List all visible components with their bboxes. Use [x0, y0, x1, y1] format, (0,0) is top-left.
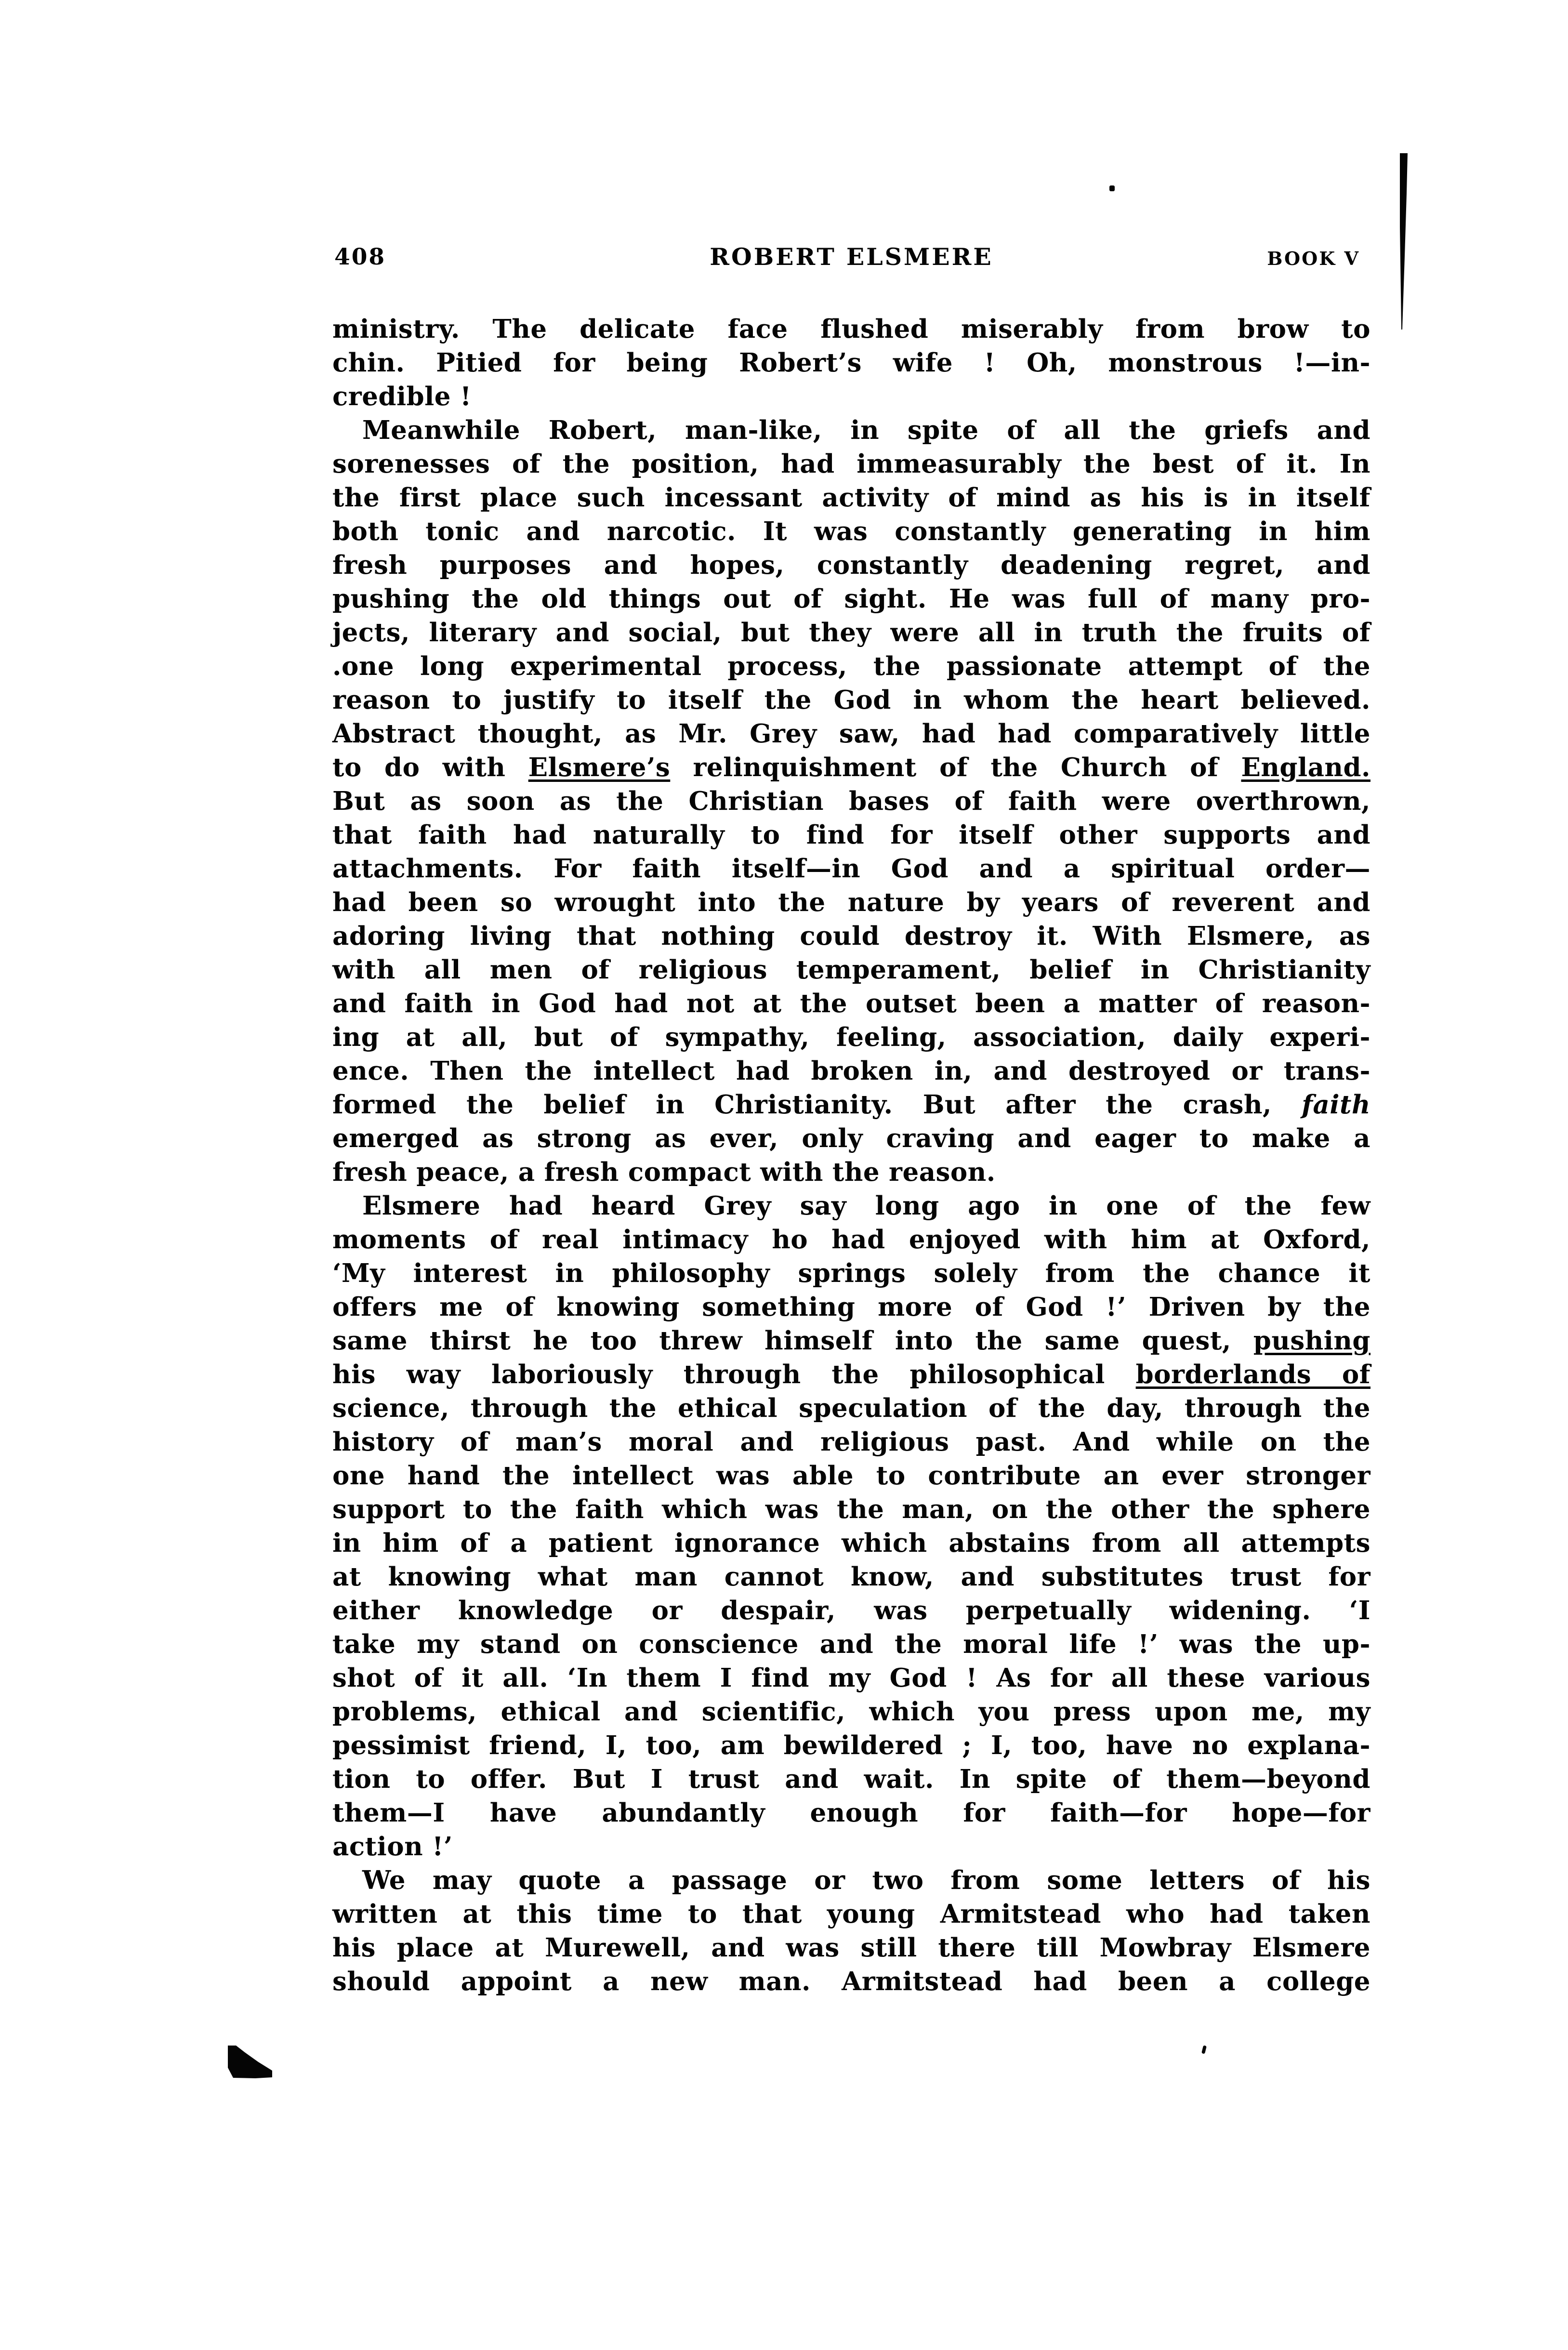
- text-line: had been so wrought into the nature by years of reverent and: [332, 887, 1370, 917]
- text-line: fresh purposes and hopes, constantly deadening regret, and: [332, 550, 1370, 580]
- text-line: pessimist friend, I, too, am bewildered ; I, too, have no explana-: [332, 1730, 1370, 1760]
- text-line: take my stand on conscience and the moral life !’ was the up-: [332, 1629, 1370, 1659]
- book-section-label: BOOK V: [1267, 248, 1360, 269]
- text-line: science, through the ethical speculation of the day, through the: [332, 1393, 1370, 1423]
- text-line: either knowledge or despair, was perpetually widening. ‘I: [332, 1596, 1370, 1625]
- text-line: But as soon as the Christian bases of faith were overthrown,: [332, 786, 1370, 816]
- text-line: with all men of religious temperament, belief in Christianity: [332, 955, 1370, 985]
- margin-ink-bar-artifact: [1396, 150, 1411, 333]
- text-line: shot of it all. ‘In them I find my God ! As for all these various: [332, 1663, 1370, 1693]
- text-line: that faith had naturally to find for itself other supports and: [332, 820, 1370, 850]
- text-line: offers me of knowing something more of God !’ Driven by the: [332, 1292, 1370, 1322]
- text-line: ence. Then the intellect had broken in, and destroyed or trans-: [332, 1056, 1370, 1086]
- text-line: attachments. For faith itself—in God and a spiritual order—: [332, 854, 1370, 884]
- text-line: jects, literary and social, but they were all in truth the fruits of: [332, 618, 1370, 647]
- text-line: same thirst he too threw himself into the same quest, pushing: [332, 1326, 1370, 1356]
- text-line: one hand the intellect was able to contribute an ever stronger: [332, 1461, 1370, 1491]
- text-line: pushing the old things out of sight. He was full of many pro-: [332, 584, 1370, 614]
- text-line: sorenesses of the position, had immeasurably the best of it. In: [332, 449, 1370, 479]
- text-line: ing at all, but of sympathy, feeling, association, daily experi-: [332, 1022, 1370, 1052]
- text-line: and faith in God had not at the outset been a matter of reason-: [332, 989, 1370, 1018]
- text-line: ‘My interest in philosophy springs solely from the chance it: [332, 1258, 1370, 1288]
- text-line: his way laboriously through the philosophical borderlands of: [332, 1360, 1371, 1389]
- text-line: the first place such incessant activity of mind as his is in itself: [332, 483, 1370, 513]
- text-line: problems, ethical and scientific, which you press upon me, my: [332, 1697, 1370, 1727]
- text-line: them—I have abundantly enough for faith—for hope—for: [332, 1798, 1370, 1828]
- page-body: [332, 312, 1370, 1998]
- text-line: his place at Murewell, and was still there till Mowbray Elsmere: [332, 1933, 1370, 1963]
- text-line: We may quote a passage or two from some letters of his: [362, 1865, 1370, 1895]
- text-line: chin. Pitied for being Robert’s wife ! Oh, monstrous !—in-: [332, 348, 1370, 378]
- text-line: emerged as strong as ever, only craving and eager to make a: [332, 1123, 1370, 1153]
- text-line: .one long experimental process, the passionate attempt of the: [332, 651, 1370, 681]
- text-line: ministry. The delicate face flushed miserably from brow to: [332, 314, 1370, 344]
- text-line: both tonic and narcotic. It was constantly generating in him: [332, 516, 1370, 546]
- text-line: fresh peace, a fresh compact with the reason.: [332, 1157, 996, 1187]
- text-line: Abstract thought, as Mr. Grey saw, had had comparatively little: [332, 719, 1370, 749]
- text-line: formed the belief in Christianity. But after the crash, faith: [332, 1090, 1370, 1120]
- text-line: Meanwhile Robert, man-like, in spite of all the griefs and: [362, 415, 1370, 445]
- running-header: [332, 240, 1370, 275]
- text-line: at knowing what man cannot know, and substitutes trust for: [332, 1562, 1370, 1592]
- text-line: tion to offer. But I trust and wait. In spite of them—beyond: [332, 1764, 1370, 1794]
- running-title: ROBERT ELSMERE: [710, 243, 993, 271]
- text-line: history of man’s moral and religious past. And while on the: [332, 1427, 1370, 1457]
- text-line: in him of a patient ignorance which abstains from all attempts: [332, 1528, 1370, 1558]
- text-line: Elsmere had heard Grey say long ago in one of the few: [362, 1191, 1370, 1221]
- text-line: credible !: [332, 382, 472, 411]
- text-line: to do with Elsmere’s relinquishment of the Church of England.: [332, 753, 1370, 782]
- text-line: written at this time to that young Armitstead who had taken: [332, 1899, 1370, 1929]
- text-line: moments of real intimacy ho had enjoyed with him at Oxford,: [332, 1225, 1370, 1254]
- ink-speck-artifact: [1201, 2045, 1207, 2054]
- text-line: support to the faith which was the man, on the other the sphere: [332, 1494, 1370, 1524]
- page-number: 408: [334, 244, 386, 270]
- ink-speck-artifact: [1109, 185, 1115, 191]
- text-line: reason to justify to itself the God in whom the heart believed.: [332, 685, 1370, 715]
- text-line: should appoint a new man. Armitstead had been a college: [332, 1967, 1370, 1996]
- ink-smudge-artifact: [225, 2042, 276, 2083]
- text-line: action !’: [332, 1832, 453, 1862]
- text-line: adoring living that nothing could destroy it. With Elsmere, as: [332, 921, 1370, 951]
